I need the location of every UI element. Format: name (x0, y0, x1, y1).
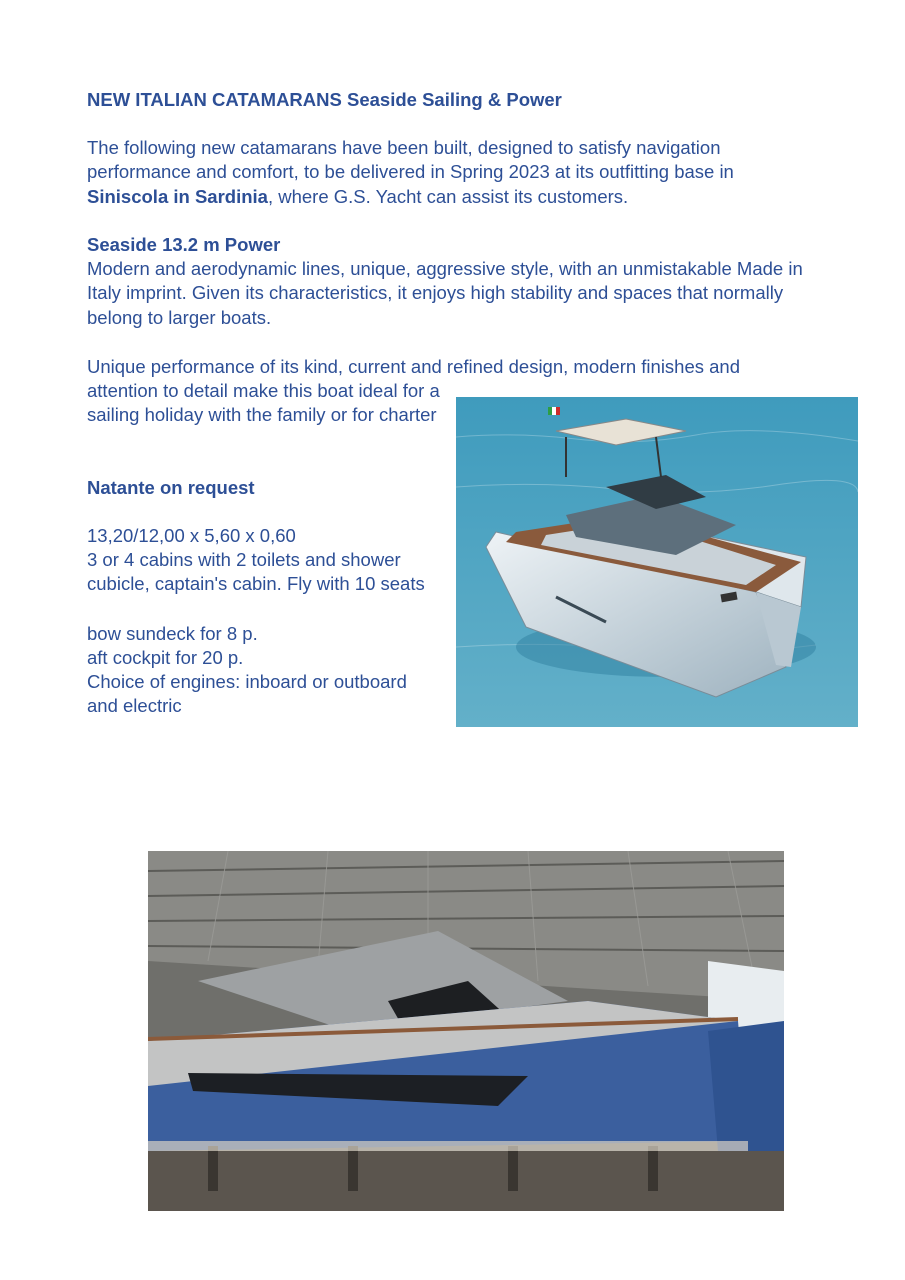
spec-cabins: 3 or 4 cabins with 2 toilets and shower cubicle, captain's cabin. Fly with 10 seats (87, 549, 425, 595)
section-performance-line: Unique performance of its kind, current and refined design, modern finishes and (87, 356, 741, 377)
spec-bow-sundeck: bow sundeck for 8 p. (87, 623, 258, 644)
section-description: Modern and aerodynamic lines, unique, aggressive style, with an unmistakable Made in Italy imprint. Given its characteristics, it enjoys high stability and spaces that normally belong to larger boats. (87, 258, 803, 328)
spec-aft-cockpit: aft cockpit for 20 p. (87, 647, 244, 668)
catamaran-render-photo (456, 397, 858, 727)
natante-heading: Natante on request (87, 477, 255, 498)
section-heading: Seaside 13.2 m Power (87, 234, 281, 255)
section-performance-rest: attention to detail make this boat ideal for a sailing holiday with the family or for charter (87, 380, 440, 426)
spec-engines: Choice of engines: inboard or outboard and electric (87, 671, 407, 717)
intro-text-before: The following new catamarans have been built, designed to satisfy navigation performance and comfort, to be delivered in Spring 2023 at its outfitting base in (87, 137, 734, 183)
intro-location: Siniscola in Sardinia (87, 185, 268, 207)
intro-paragraph (87, 136, 807, 209)
catamaran-construction-photo (148, 851, 784, 1211)
document-title: NEW ITALIAN CATAMARANS Seaside Sailing & Power (87, 89, 562, 110)
intro-text-after: , where G.S. Yacht can assist its customers. (267, 185, 629, 207)
spec-dimensions: 13,20/12,00 x 5,60 x 0,60 (87, 525, 296, 546)
